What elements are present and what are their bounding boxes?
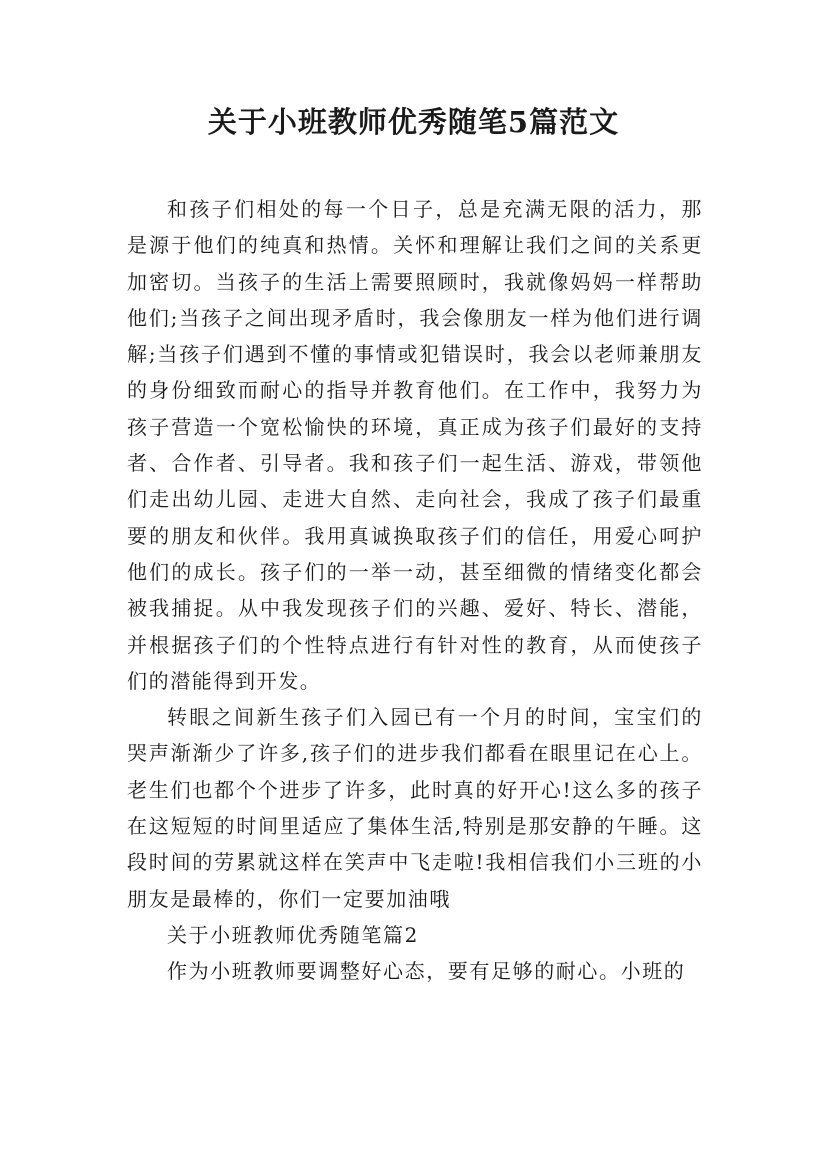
section-heading: 关于小班教师优秀随笔篇2	[167, 922, 419, 947]
document-body	[127, 191, 703, 990]
paragraph: 和孩子们相处的每一个日子，总是充满无限的活力，那是源于他们的纯真和热情。关怀和理解让我们之间的关系更加密切。当孩子的生活上需要照顾时，我就像妈妈一样帮助他们;当孩子之间出现矛盾时，我会像朋友一样为他们进行调解;当孩子们遇到不懂的事情或犯错误时，我会以老师兼朋友的身份细致而耐心的指导并教育他们。在工作中，我努力为孩子营造一个宽松愉快的环境，真正成为孩子们最好的支持者、合作者、引导者。我和孩子们一起生活、游戏，带领他们走出幼儿园、走进大自然、走向社会，我成了孩子们最重要的朋友和伙伴。我用真诚换取孩子们的信任，用爱心呵护他们的成长。孩子们的一举一动，甚至细微的情绪变化都会被我捕捉。从中我发现孩子们的兴趣、爱好、特长、潜能，并根据孩子们的个性特点进行有针对性的教育，从而使孩子们的潜能得到开发。	[127, 197, 703, 693]
paragraph: 转眼之间新生孩子们入园已有一个月的时间，宝宝们的哭声渐渐少了许多,孩子们的进步我们都看在眼里记在心上。老生们也都个个进步了许多，此时真的好开心!这么多的孩子在这短短的时间里适应了集体生活,特别是那安静的午睡。这段时间的劳累就这样在笑声中飞走啦!我相信我们小三班的小朋友是最棒的，你们一定要加油哦	[127, 705, 703, 911]
paragraph: 作为小班教师要调整好心态，要有足够的耐心。小班的	[167, 959, 686, 984]
document-title: 关于小班教师优秀随笔5篇范文	[207, 105, 620, 139]
